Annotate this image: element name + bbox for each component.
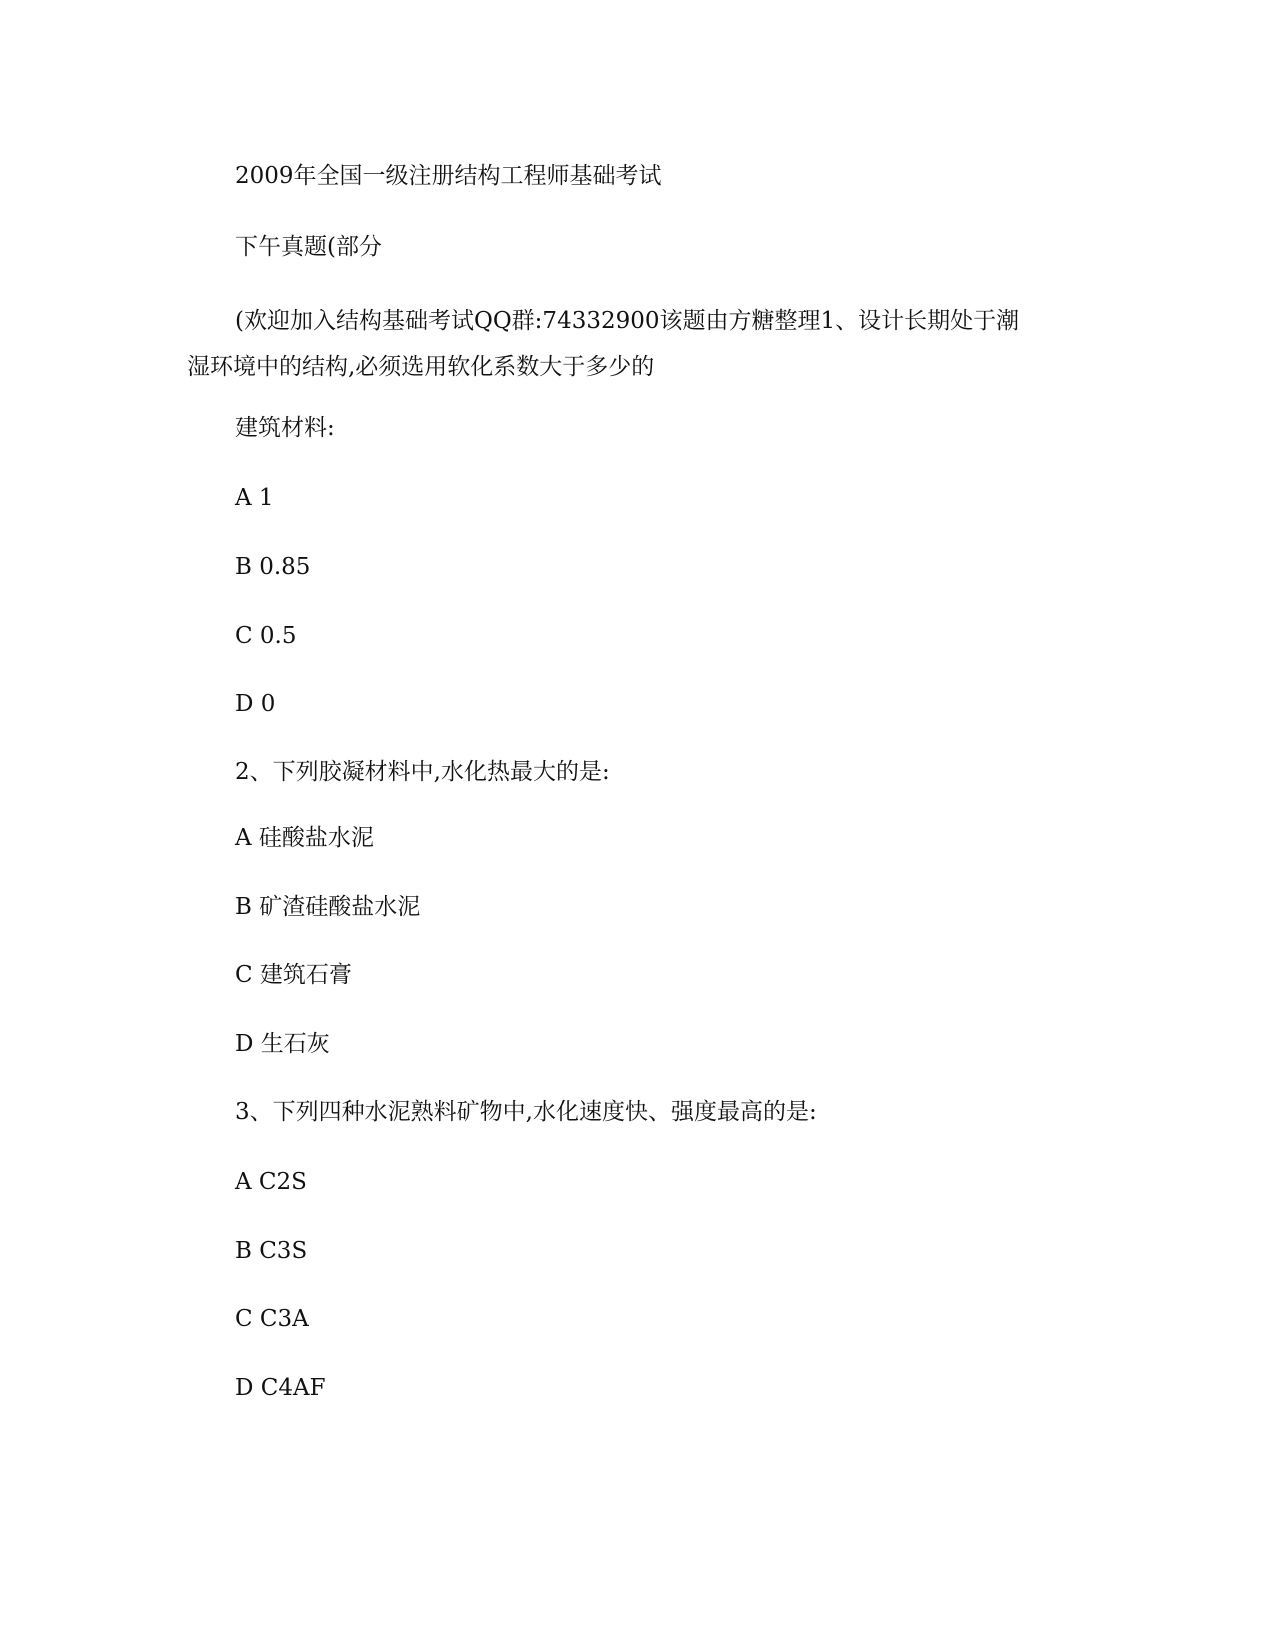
q3-option-b: B C3S: [235, 1238, 308, 1264]
q1-option-a: A 1: [235, 485, 274, 511]
q3-option-a: A C2S: [235, 1169, 307, 1195]
q2-option-c: C 建筑石膏: [235, 962, 352, 988]
intro-paragraph: [187, 298, 1087, 390]
question-3-stem: 3、下列四种水泥熟料矿物中,水化速度快、强度最高的是:: [235, 1099, 817, 1125]
q2-option-b: B 矿渣硅酸盐水泥: [235, 894, 421, 920]
q2-option-d: D 生石灰: [235, 1031, 330, 1057]
document-title: 2009年全国一级注册结构工程师基础考试: [235, 163, 662, 189]
q3-option-c: C C3A: [235, 1306, 309, 1332]
q1-option-c: C 0.5: [235, 623, 297, 649]
q1-option-b: B 0.85: [235, 554, 311, 580]
q3-option-d: D C4AF: [235, 1375, 326, 1401]
document-subtitle: 下午真题(部分: [235, 234, 382, 260]
question-1-continuation: 建筑材料:: [235, 415, 335, 441]
intro-line-2: 湿环境中的结构,必须选用软化系数大于多少的: [187, 354, 655, 380]
question-2-stem: 2、下列胶凝材料中,水化热最大的是:: [235, 759, 610, 785]
intro-line-1: (欢迎加入结构基础考试QQ群:74332900该题由方糖整理1、设计长期处于潮: [235, 308, 1020, 334]
q1-option-d: D 0: [235, 691, 276, 717]
q2-option-a: A 硅酸盐水泥: [235, 825, 374, 851]
